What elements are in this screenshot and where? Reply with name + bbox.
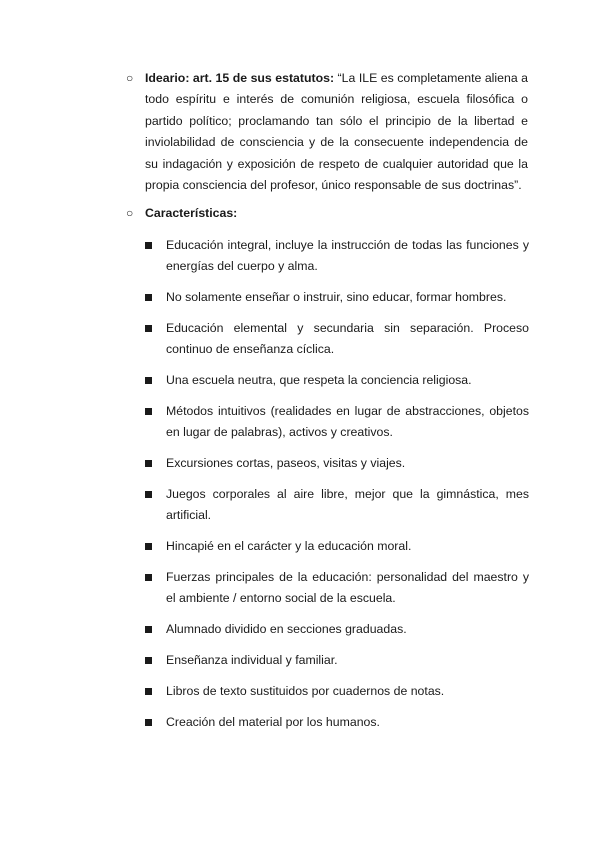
hollow-circle-bullet-icon: ○ bbox=[126, 206, 134, 220]
sub-list-item-text: Enseñanza individual y familiar. bbox=[166, 653, 338, 667]
ideario-label: Ideario: art. 15 de sus estatutos: bbox=[145, 71, 335, 85]
sub-list-item bbox=[145, 318, 529, 361]
sub-list-item bbox=[145, 287, 529, 308]
square-bullet-icon bbox=[145, 325, 152, 332]
list-item-caracteristicas bbox=[126, 203, 528, 224]
sub-list-item-text: Libros de texto sustituidos por cuadernos de notas. bbox=[166, 684, 445, 698]
sub-list-item bbox=[145, 370, 529, 391]
sub-list-item-text: Métodos intuitivos (realidades en lugar de abstracciones, objetos en lugar de palabras), activos y creativos. bbox=[166, 404, 529, 440]
sub-list-item bbox=[145, 484, 529, 527]
sub-list-item bbox=[145, 401, 529, 444]
caracteristicas-label: Características: bbox=[145, 206, 238, 220]
sub-list-item-text: Juegos corporales al aire libre, mejor que la gimnástica, mes artificial. bbox=[166, 487, 529, 523]
square-bullet-icon bbox=[145, 657, 152, 664]
sub-list-item bbox=[145, 536, 529, 557]
caracteristicas-heading bbox=[145, 203, 528, 224]
sub-list-item-text: Una escuela neutra, que respeta la conciencia religiosa. bbox=[166, 373, 472, 387]
sub-list-item bbox=[145, 567, 529, 610]
square-bullet-icon bbox=[145, 460, 152, 467]
square-bullet-icon bbox=[145, 574, 152, 581]
sub-list-item-text: Creación del material por los humanos. bbox=[166, 715, 380, 729]
hollow-circle-bullet-icon: ○ bbox=[126, 71, 134, 85]
square-bullet-icon bbox=[145, 543, 152, 550]
sub-list-item bbox=[145, 650, 529, 671]
sub-list-item-text: Alumnado dividido en secciones graduadas. bbox=[166, 622, 407, 636]
square-bullet-icon bbox=[145, 408, 152, 415]
sub-list-item-text: Fuerzas principales de la educación: personalidad del maestro y el ambiente / entorno social de la escuela. bbox=[166, 570, 529, 606]
sub-list-item bbox=[145, 681, 529, 702]
square-bullet-icon bbox=[145, 242, 152, 249]
sub-list-item-text: Educación elemental y secundaria sin separación. Proceso continuo de enseñanza cíclica. bbox=[166, 321, 529, 357]
sub-list-item bbox=[145, 712, 529, 733]
square-bullet-icon bbox=[145, 688, 152, 695]
sub-list-item bbox=[145, 235, 529, 278]
sub-list-item bbox=[145, 453, 529, 474]
list-item-ideario bbox=[126, 68, 528, 196]
sub-list-item-text: No solamente enseñar o instruir, sino educar, formar hombres. bbox=[166, 290, 507, 304]
sub-list-item-text: Excursiones cortas, paseos, visitas y viajes. bbox=[166, 456, 406, 470]
square-bullet-icon bbox=[145, 719, 152, 726]
square-bullet-icon bbox=[145, 491, 152, 498]
square-bullet-icon bbox=[145, 294, 152, 301]
ideario-paragraph bbox=[145, 68, 528, 196]
sub-list-item bbox=[145, 619, 529, 640]
square-bullet-icon bbox=[145, 626, 152, 633]
sub-list-item-text: Educación integral, incluye la instrucción de todas las funciones y energías del cuerpo y alma. bbox=[166, 238, 529, 274]
ideario-text: “La ILE es completamente aliena a todo espíritu e interés de comunión religiosa, escuela filosófica o partido político; proclamando tan sólo el principio de la libertad e inviolabilidad de consciencia y de la consecuente independencia de su indagación y exposición de respeto de cualquier autoridad que la propia consciencia del profesor, único responsable de sus doctrinas”. bbox=[145, 71, 529, 193]
sub-list-item-text: Hincapié en el carácter y la educación moral. bbox=[166, 539, 412, 553]
square-bullet-icon bbox=[145, 377, 152, 384]
